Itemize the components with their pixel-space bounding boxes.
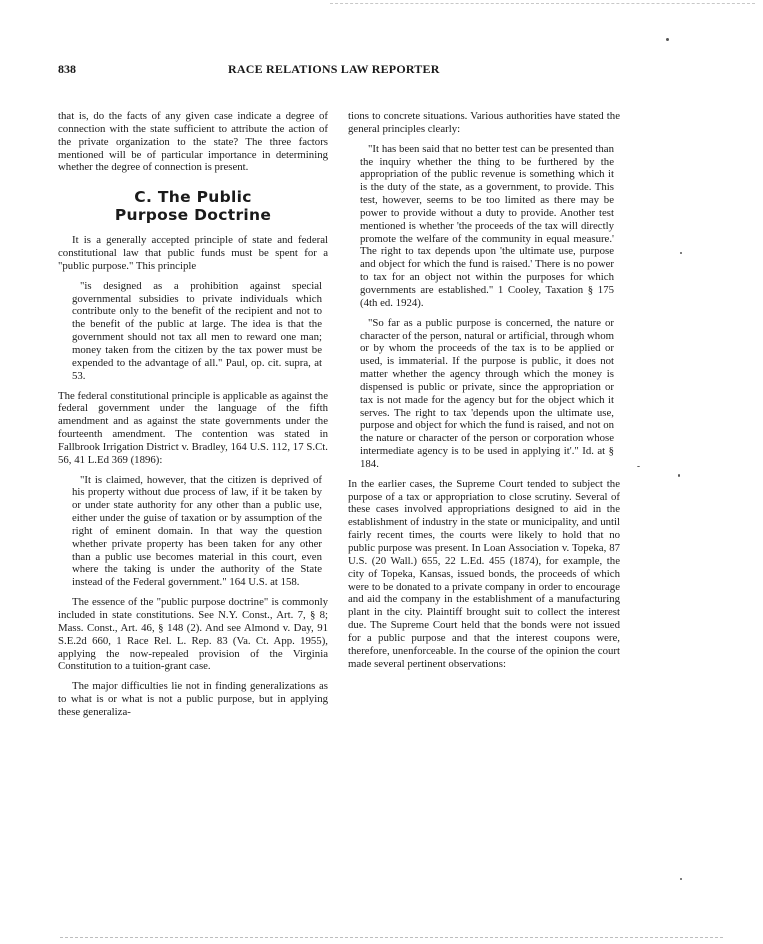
paragraph: that is, do the facts of any given case indicate a degree of connection with the state sufficient to attribute the action of the private organization to the state? The three factors mentioned will be of particular importance in determining whether the degree of connection is present. bbox=[58, 110, 328, 174]
scan-speck bbox=[637, 466, 640, 467]
block-quote: "It has been said that no better test can be presented than the inquiry whether the thing to be furthered by the appropriation of the public revenue is something which it is the duty of the state, as a government, to provide. This test, however, seems to be too limited as there may be power to provide without a duty to provide. Another test mentioned is whether 'the proceeds of the tax will directly promote the welfare of the community in equal measure.' The right to tax depends upon 'the ultimate use, purpose and object for which the fund is raised.' There is no power to tax for an object not within the purposes for which governments are established." 1 Cooley, Taxation § 175 (4th ed. 1924). bbox=[360, 142, 614, 309]
block-quote: "is designed as a prohibition against special governmental subsidies to private individuals which contribute only to the benefit of the recipient and not to the benefit of the public at large. The idea is that the government should not tax all men to reward one man; money taken from the citizen by the tax power must be expended to the advantage of all." Paul, op. cit. supra, at 53. bbox=[72, 279, 322, 382]
running-head: RACE RELATIONS LAW REPORTER bbox=[228, 62, 440, 76]
paragraph: The major difficulties lie not in finding generalizations as to what is or what is not a public purpose, but in applying these generaliza- bbox=[58, 680, 328, 718]
scan-speck bbox=[666, 38, 669, 41]
left-column bbox=[58, 110, 328, 726]
section-heading-line: C. The Public bbox=[134, 188, 252, 207]
paragraph: The essence of the "public purpose doctrine" is commonly included in state constitutions. See N.Y. Const., Art. 7, § 8; Mass. Const., Art. 46, § 148 (2). And see Almond v. Day, 91 S.E.2d 660, 1 Race Rel. L. Rep. 83 (Va. Ct. App. 1955), applying the now-repealed provision of the Virginia Constitution to a tuition-grant case. bbox=[58, 596, 328, 673]
paragraph: In the earlier cases, the Supreme Court tended to subject the purpose of a tax or appropriation to close scrutiny. Several of these cases involved appropriations designed to aid in the establishment of industry in the state or municipality, and until fairly recent times, the courts were likely to hold that no public purpose was present. In Loan Association v. Topeka, 87 U.S. (20 Wall.) 655, 22 L.Ed. 455 (1874), for example, the city of Topeka, Kansas, issued bonds, the proceeds of which were to be donated to a private company in order to encourage and aid the company in the establishment of a manufacturing plant in the city. Plaintiff brought suit to collect the interest due. The Supreme Court held that the bonds were not issued for a public purpose and that the interest coupons were, therefore, unenforceable. In the course of the opinion the court made several pertinent observations: bbox=[348, 477, 620, 670]
scan-speck bbox=[678, 474, 680, 477]
paragraph: It is a generally accepted principle of state and federal constitutional law that public funds must be spent for a "public purpose." This principle bbox=[58, 234, 328, 272]
scan-speck bbox=[680, 878, 682, 880]
top-scan-border bbox=[330, 3, 755, 4]
paragraph: tions to concrete situations. Various authorities have stated the general principles clearly: bbox=[348, 110, 620, 135]
scan-speck bbox=[680, 252, 682, 254]
section-heading bbox=[58, 188, 328, 224]
paragraph: The federal constitutional principle is applicable as against the federal government under the language of the fifth amendment and as against the state governments under the fourteenth amendment. The contention was stated in Fallbrook Irrigation District v. Bradley, 164 U.S. 112, 17 S.Ct. 56, 41 L.Ed 369 (1896): bbox=[58, 389, 328, 466]
section-heading-line: Purpose Doctrine bbox=[114, 206, 272, 225]
block-quote: "It is claimed, however, that the citizen is deprived of his property without due process of law, if it be taken by or under state authority for any other than a public use, either under the guise of taxation or by assumption of the right of eminent domain. In that way the question whether private property has been taken for any other than a public use becomes material in this court, even where the taking is under the authority of the State instead of the Federal government." 164 U.S. at 158. bbox=[72, 473, 322, 589]
bottom-scan-border bbox=[60, 937, 723, 938]
right-column bbox=[348, 110, 620, 677]
block-quote: "So far as a public purpose is concerned, the nature or character of the person, natural or artificial, through whom or by whom the proceeds of the tax is to be applied or used, is immaterial. If the purpose is public, it does not matter whether the agency through which the money is dispensed is public or private, since the appropriation or tax is not made for the agency but for the object which it serves. The right to tax 'depends upon the ultimate use, purpose and object for which the fund is raised, and not on the nature or character of the person or corporation whose intermediate agency is to be used in applying it'." Id. at § 184. bbox=[360, 316, 614, 470]
page-header bbox=[58, 62, 658, 80]
page-number: 838 bbox=[58, 62, 76, 76]
